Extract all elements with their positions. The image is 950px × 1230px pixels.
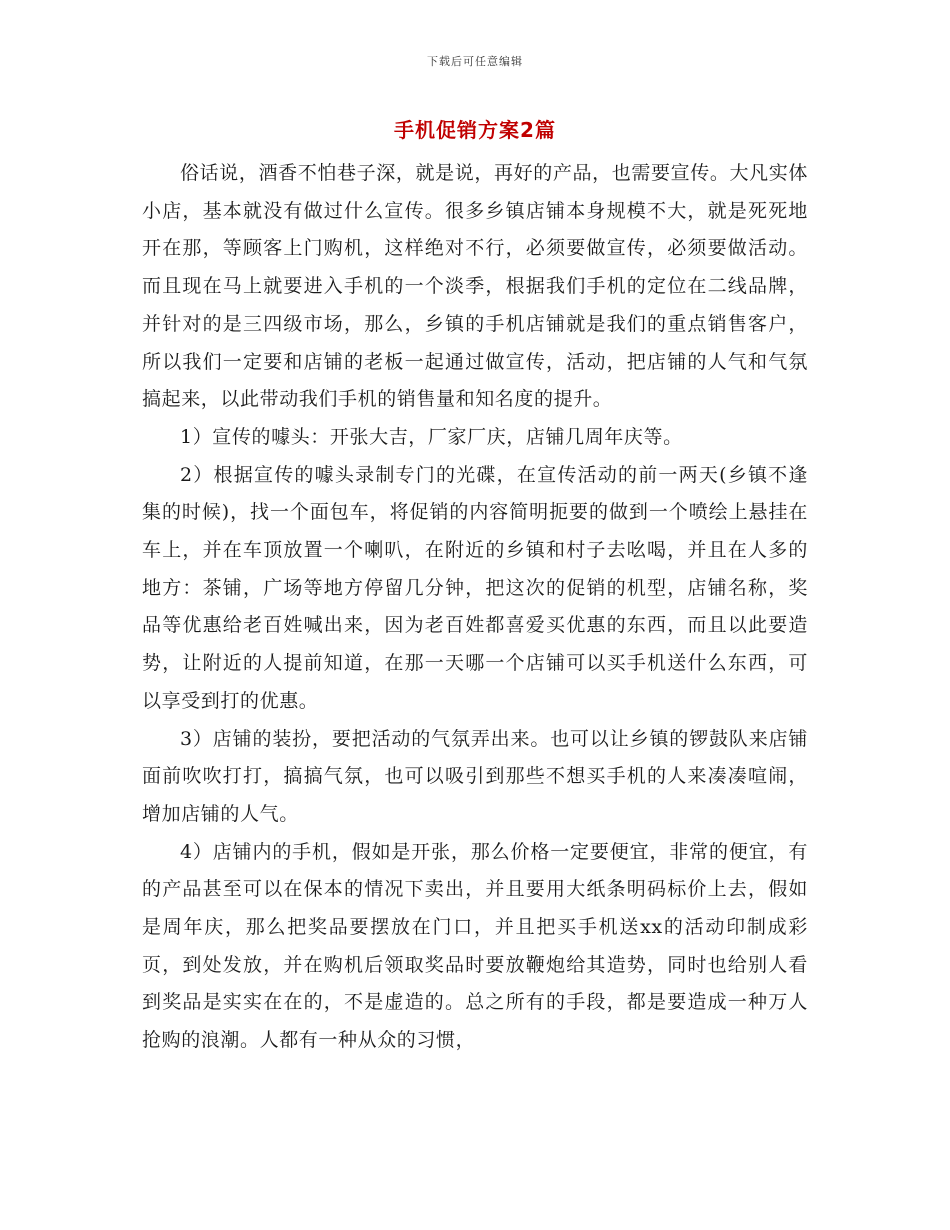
document-title: 手机促销方案2篇 bbox=[394, 118, 556, 142]
paragraph-item-2: 2）根据宣传的噱头录制专门的光碟，在宣传活动的前一两天(乡镇不逢集的时候)，找一个面包车，将促销的内容简明扼要的做到一个喷绘上悬挂在车上，并在车顶放置一个喇叭，在附近的乡镇和村子去吆喝，并且在人多的地方：茶铺，广场等地方停留几分钟，把这次的促销的机型，店铺名称，奖品等优惠给老百姓喊出来，因为老百姓都喜爱买优惠的东西，而且以此要造势，让附近的人提前知道，在那一天哪一个店铺可以买手机送什么东西，可以享受到打的优惠。 bbox=[142, 463, 808, 712]
paragraph-intro: 俗话说，酒香不怕巷子深，就是说，再好的产品，也需要宣传。大凡实体小店，基本就没有做过什么宣传。很多乡镇店铺本身规模不大，就是死死地开在那，等顾客上门购机，这样绝对不行，必须要做宣传，必须要做活动。而且现在马上就要进入手机的一个淡季，根据我们手机的定位在二线品牌，并针对的是三四级市场，那么，乡镇的手机店铺就是我们的重点销售客户，所以我们一定要和店铺的老板一起通过做宣传，活动，把店铺的人气和气氛搞起来，以此带动我们手机的销售量和知名度的提升。 bbox=[142, 162, 808, 411]
paragraph-item-3: 3）店铺的装扮，要把活动的气氛弄出来。也可以让乡镇的锣鼓队来店铺面前吹吹打打，搞搞气氛，也可以吸引到那些不想买手机的人来凑凑喧闹，增加店铺的人气。 bbox=[142, 727, 808, 825]
paragraph-item-4: 4）店铺内的手机，假如是开张，那么价格一定要便宜，非常的便宜，有的产品甚至可以在保本的情况下卖出，并且要用大纸条明码标价上去，假如是周年庆，那么把奖品要摆放在门口，并且把买手机送xx的活动印制成彩页，到处发放，并在购机后领取奖品时要放鞭炮给其造势，同时也给别人看到奖品是实实在在的，不是虚造的。总之所有的手段，都是要造成一种万人抢购的浪潮。人都有一种从众的习惯， bbox=[142, 840, 808, 1052]
document-body bbox=[142, 155, 808, 1060]
paragraph-item-1: 1）宣传的噱头：开张大吉，厂家厂庆，店铺几周年庆等。 bbox=[180, 425, 683, 448]
header-note: 下载后可任意编辑 bbox=[427, 55, 523, 68]
